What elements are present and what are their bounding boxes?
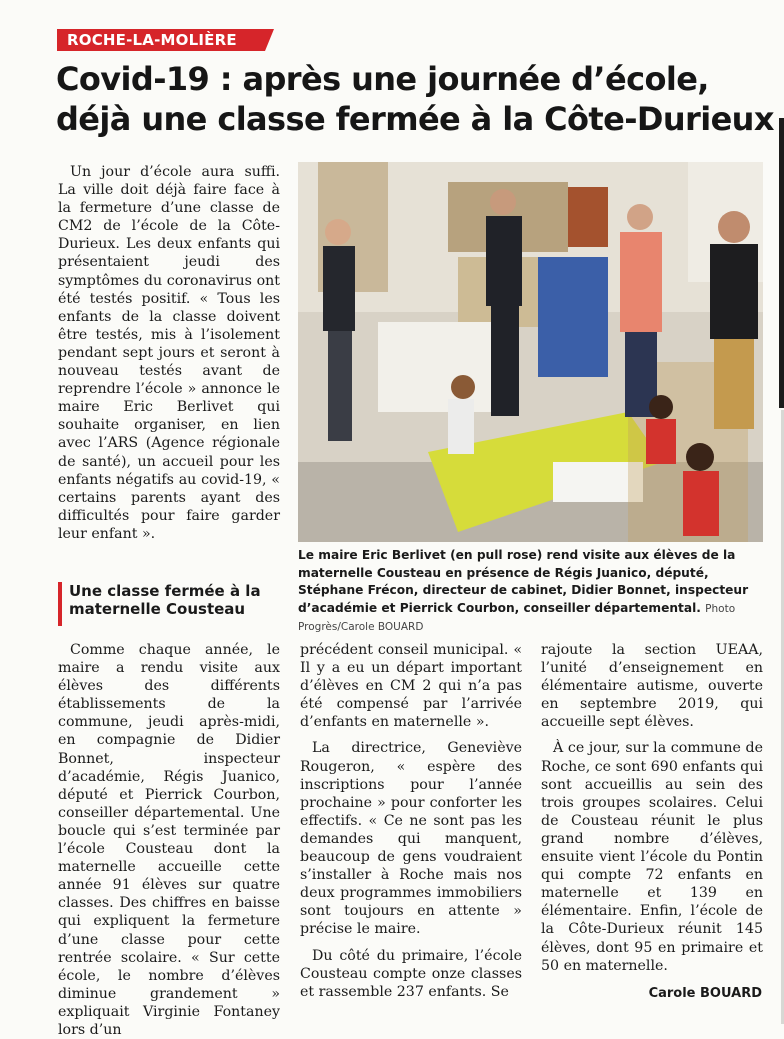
caption-text: Le maire Eric Berlivet (en pull rose) rend visite aux élèves de la maternelle Cousteau en présence de Régis Juanico, député, Stéphane Frécon, directeur de cabinet, Didier Bonnet, inspecteur d’académie et Pierrick Courbon, conseiller départemental. (298, 548, 749, 615)
body-column-2 (300, 641, 522, 1001)
body-paragraph: À ce jour, sur la commune de Roche, ce sont 690 enfants qui sont accueillis au sein des trois groupes scolaires. Celui de Cousteau réunit le plus grand nombre d’élèves, ensuite vient l’école du Pontin qui compte 72 enfants en maternelle et 139 en élémentaire. Enfin, l’école de la Côte-Durieux réunit 145 élèves, dont 95 en primaire et 50 en maternelle. (541, 740, 763, 974)
classroom-photo-illustration (298, 162, 763, 542)
person-center (486, 189, 522, 416)
intro-column (58, 163, 280, 543)
photo-caption (298, 547, 764, 637)
body-paragraph: Comme chaque année, le maire a rendu visite aux élèves des différents établissements de la commune, jeudi après-midi, en compagnie de Didier Bonnet, inspecteur d’académie, Régis Juanico, député et Pierrick Courbon, conseiller départemental. Une boucle qui s’est terminée par l’école Cousteau dont la maternelle accueille cette année 91 élèves sur quatre classes. Des chiffres en baisse qui expliquent la fermeture d’une classe pour cette rentrée scolaire. « Sur cette école, le nombre d’élèves diminue grandement » expliquait Virginie Fontaney lors d’un (58, 642, 280, 1038)
section-kicker: ROCHE-LA-MOLIÈRE (57, 29, 265, 51)
body-paragraph: La directrice, Geneviève Rougeron, « espère des inscriptions pour l’année prochaine » pour conforter les effectifs. « Ce ne sont pas les demandes qui manquent, beaucoup de gens voudraient s’installer à Roche mais nos deux programmes immobiliers sont toujours en attente » précise le maire. (300, 740, 522, 938)
article-byline: Carole BOUARD (648, 986, 762, 1001)
article-headline: Covid-19 : après une journée d’école, déjà une classe fermée à la Côte-Durieux (56, 60, 774, 138)
person-pink-sweater (620, 204, 662, 417)
body-paragraph-continued: rajoute la section UEAA, l’unité d’enseignement en élémentaire autisme, ouverte en septembre 2019, qui accueille sept élèves. (541, 642, 763, 731)
section-subhead: Une classe fermée à la maternelle Cousteau (58, 582, 280, 626)
body-column-3 (541, 641, 763, 975)
photo-credit: Photo Progrès/Carole BOUARD (298, 602, 736, 633)
intro-paragraph: Un jour d’école aura suffi. La ville doit déjà faire face à la fermeture d’une classe de CM2 de l’école de la Côte-Durieux. Les deux enfants qui présentaient jeudi des symptômes du coronavirus ont été testés positif. « Tous les enfants de la classe doivent être testés, mis à l’isolement pendant sept jours et seront à nouveau testés avant de reprendre l’école » annonce le maire Eric Berlivet qui souhaite organiser, en lien avec l’ARS (Agence régionale de santé), un accueil pour les enfants négatifs au covid-19, « certains parents ayant des difficultés pour faire garder leur enfant ». (58, 164, 280, 542)
body-paragraph-continued: précédent conseil municipal. « Il y a eu un départ important d’élèves en CM 2 qui n’a pas été compensé par l’arrivée d’enfants en maternelle ». (300, 642, 522, 731)
body-paragraph: Du côté du primaire, l’école Cousteau compte onze classes et rassemble 237 enfants. Se (300, 947, 522, 1000)
page-edge-shadow (779, 118, 784, 408)
article-photo (298, 162, 763, 542)
body-column-1 (58, 641, 280, 1039)
